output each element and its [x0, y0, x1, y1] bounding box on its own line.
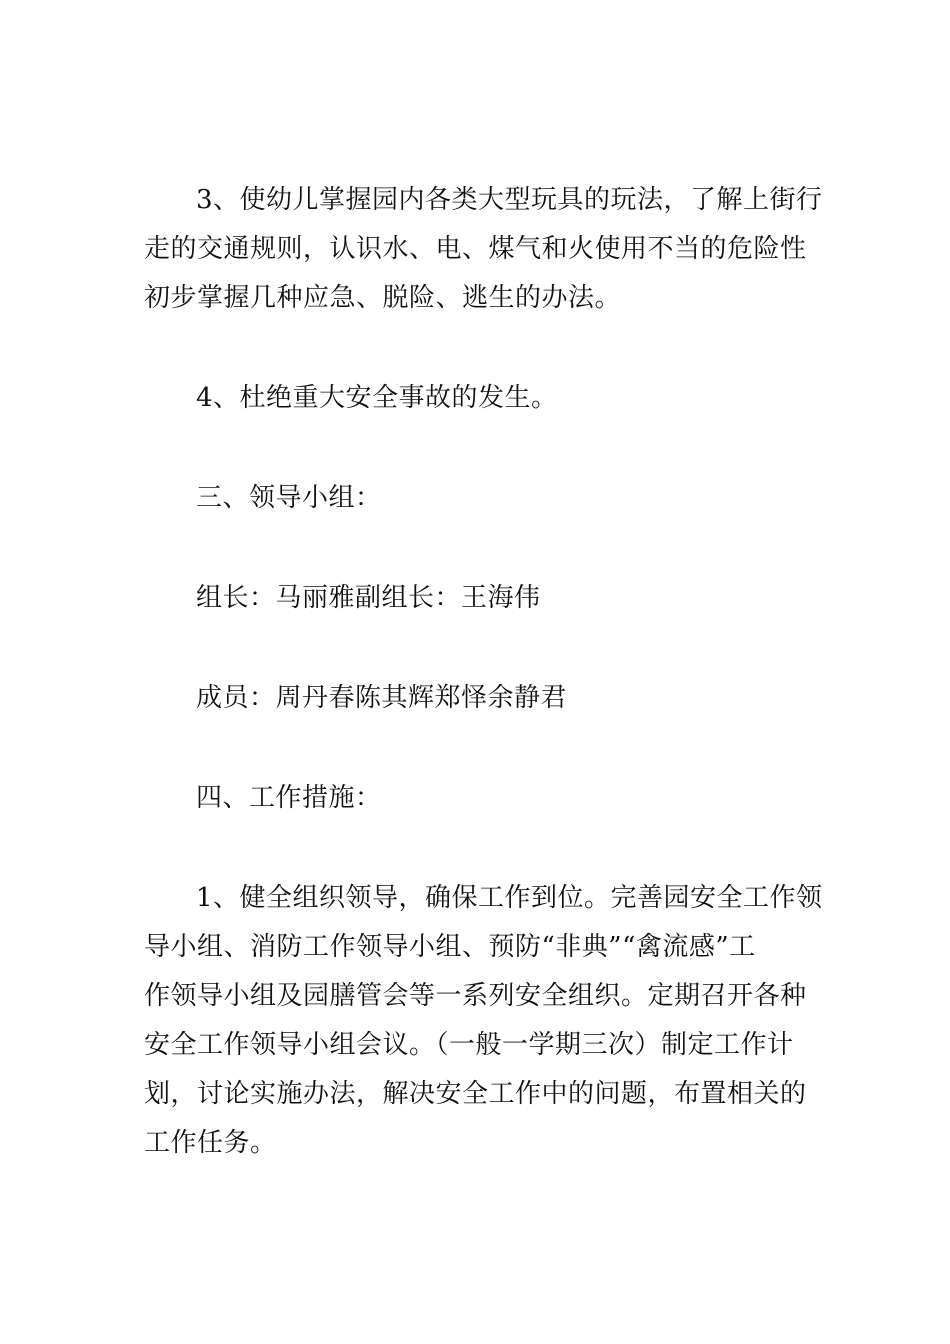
text-line: 走的交通规则，认识水、电、煤气和火使用不当的危险性	[144, 234, 807, 264]
text-line: 导小组、消防工作领导小组、预防“非典”“禽流感”工	[144, 932, 756, 962]
text-line: 工作任务。	[144, 1128, 277, 1158]
text-line: 划，讨论实施办法，解决安全工作中的问题，布置相关的	[144, 1079, 807, 1109]
text-line: 组长：马丽雅副组长：王海伟	[196, 583, 541, 613]
paragraph-gap	[144, 823, 808, 874]
text-line: 四、工作措施：	[196, 783, 382, 813]
section-3-heading	[144, 474, 808, 523]
text-line: 1、健全组织领导，确保工作到位。完善园安全工作领	[196, 883, 823, 913]
paragraph-gap	[144, 323, 808, 374]
paragraph-item-4	[144, 374, 808, 423]
paragraph-members	[144, 674, 808, 723]
paragraph-item-3	[144, 176, 823, 323]
text-line: 3、使幼儿掌握园内各类大型玩具的玩法，了解上街行	[196, 185, 823, 215]
text-line: 成员：周丹春陈其辉郑怿余静君	[196, 683, 568, 713]
paragraph-gap	[144, 623, 808, 674]
text-line: 4、杜绝重大安全事故的发生。	[196, 383, 558, 413]
text-line: 作领导小组及园膳管会等一系列安全组织。定期召开各种	[144, 981, 807, 1011]
text-line: 初步掌握几种应急、脱险、逃生的办法。	[144, 283, 622, 313]
paragraph-measure-1	[144, 874, 823, 1168]
paragraph-leaders	[144, 574, 808, 623]
paragraph-gap	[144, 523, 808, 574]
text-line: 安全工作领导小组会议。（一般一学期三次）制定工作计	[144, 1030, 794, 1060]
text-line: 三、领导小组：	[196, 483, 382, 513]
paragraph-gap	[144, 423, 808, 474]
document-body	[144, 176, 823, 1168]
section-4-heading	[144, 774, 808, 823]
paragraph-gap	[144, 723, 808, 774]
